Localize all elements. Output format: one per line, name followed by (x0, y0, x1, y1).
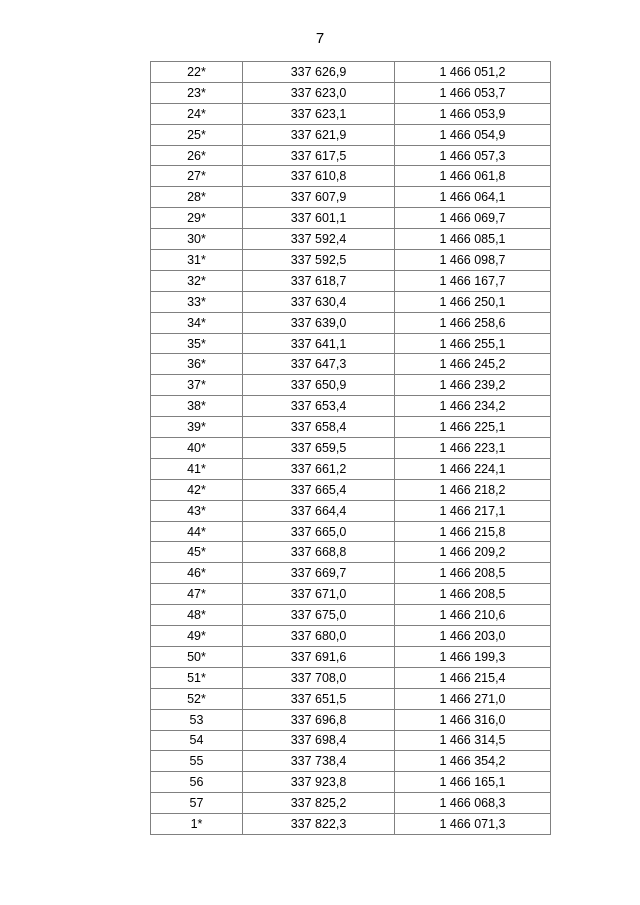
table-row (151, 542, 551, 563)
point-number-cell: 41* (151, 458, 243, 479)
point-number-cell: 31* (151, 250, 243, 271)
table-row (151, 458, 551, 479)
y-coordinate-cell: 1 466 071,3 (395, 814, 551, 835)
x-coordinate-cell: 337 617,5 (243, 145, 395, 166)
point-number-cell: 34* (151, 312, 243, 333)
table-row (151, 250, 551, 271)
point-number-cell: 32* (151, 270, 243, 291)
y-coordinate-cell: 1 466 250,1 (395, 291, 551, 312)
point-number-cell: 28* (151, 187, 243, 208)
point-number-cell: 40* (151, 438, 243, 459)
x-coordinate-cell: 337 592,5 (243, 250, 395, 271)
x-coordinate-cell: 337 659,5 (243, 438, 395, 459)
y-coordinate-cell: 1 466 167,7 (395, 270, 551, 291)
y-coordinate-cell: 1 466 208,5 (395, 563, 551, 584)
table-row (151, 500, 551, 521)
point-number-cell: 1* (151, 814, 243, 835)
y-coordinate-cell: 1 466 225,1 (395, 417, 551, 438)
table-row (151, 354, 551, 375)
table-row (151, 709, 551, 730)
point-number-cell: 33* (151, 291, 243, 312)
x-coordinate-cell: 337 641,1 (243, 333, 395, 354)
y-coordinate-cell: 1 466 271,0 (395, 688, 551, 709)
point-number-cell: 23* (151, 82, 243, 103)
y-coordinate-cell: 1 466 165,1 (395, 772, 551, 793)
point-number-cell: 29* (151, 208, 243, 229)
x-coordinate-cell: 337 738,4 (243, 751, 395, 772)
y-coordinate-cell: 1 466 085,1 (395, 229, 551, 250)
x-coordinate-cell: 337 665,0 (243, 521, 395, 542)
x-coordinate-cell: 337 651,5 (243, 688, 395, 709)
point-number-cell: 48* (151, 605, 243, 626)
table-row (151, 793, 551, 814)
x-coordinate-cell: 337 669,7 (243, 563, 395, 584)
x-coordinate-cell: 337 708,0 (243, 667, 395, 688)
x-coordinate-cell: 337 822,3 (243, 814, 395, 835)
y-coordinate-cell: 1 466 203,0 (395, 626, 551, 647)
y-coordinate-cell: 1 466 354,2 (395, 751, 551, 772)
table-row (151, 751, 551, 772)
y-coordinate-cell: 1 466 223,1 (395, 438, 551, 459)
point-number-cell: 55 (151, 751, 243, 772)
table-row (151, 62, 551, 83)
y-coordinate-cell: 1 466 064,1 (395, 187, 551, 208)
y-coordinate-cell: 1 466 255,1 (395, 333, 551, 354)
y-coordinate-cell: 1 466 316,0 (395, 709, 551, 730)
y-coordinate-cell: 1 466 215,8 (395, 521, 551, 542)
x-coordinate-cell: 337 647,3 (243, 354, 395, 375)
table-row (151, 375, 551, 396)
x-coordinate-cell: 337 610,8 (243, 166, 395, 187)
y-coordinate-cell: 1 466 314,5 (395, 730, 551, 751)
x-coordinate-cell: 337 618,7 (243, 270, 395, 291)
y-coordinate-cell: 1 466 217,1 (395, 500, 551, 521)
x-coordinate-cell: 337 639,0 (243, 312, 395, 333)
y-coordinate-cell: 1 466 068,3 (395, 793, 551, 814)
y-coordinate-cell: 1 466 061,8 (395, 166, 551, 187)
point-number-cell: 54 (151, 730, 243, 751)
point-number-cell: 53 (151, 709, 243, 730)
table-row (151, 312, 551, 333)
x-coordinate-cell: 337 630,4 (243, 291, 395, 312)
x-coordinate-cell: 337 623,0 (243, 82, 395, 103)
y-coordinate-cell: 1 466 069,7 (395, 208, 551, 229)
point-number-cell: 56 (151, 772, 243, 793)
point-number-cell: 38* (151, 396, 243, 417)
y-coordinate-cell: 1 466 245,2 (395, 354, 551, 375)
table-row (151, 479, 551, 500)
point-number-cell: 22* (151, 62, 243, 83)
table-row (151, 772, 551, 793)
y-coordinate-cell: 1 466 215,4 (395, 667, 551, 688)
point-number-cell: 37* (151, 375, 243, 396)
table-row (151, 688, 551, 709)
table-row (151, 730, 551, 751)
table-row (151, 82, 551, 103)
table-row (151, 584, 551, 605)
table-row (151, 646, 551, 667)
y-coordinate-cell: 1 466 209,2 (395, 542, 551, 563)
y-coordinate-cell: 1 466 053,7 (395, 82, 551, 103)
coordinates-table-body (151, 62, 551, 835)
table-row (151, 438, 551, 459)
point-number-cell: 27* (151, 166, 243, 187)
table-row (151, 626, 551, 647)
table-row (151, 103, 551, 124)
table-row (151, 814, 551, 835)
y-coordinate-cell: 1 466 053,9 (395, 103, 551, 124)
x-coordinate-cell: 337 675,0 (243, 605, 395, 626)
x-coordinate-cell: 337 661,2 (243, 458, 395, 479)
x-coordinate-cell: 337 665,4 (243, 479, 395, 500)
table-row (151, 563, 551, 584)
point-number-cell: 51* (151, 667, 243, 688)
point-number-cell: 39* (151, 417, 243, 438)
point-number-cell: 50* (151, 646, 243, 667)
point-number-cell: 44* (151, 521, 243, 542)
table-row (151, 396, 551, 417)
point-number-cell: 24* (151, 103, 243, 124)
x-coordinate-cell: 337 923,8 (243, 772, 395, 793)
x-coordinate-cell: 337 680,0 (243, 626, 395, 647)
x-coordinate-cell: 337 607,9 (243, 187, 395, 208)
table-row (151, 605, 551, 626)
x-coordinate-cell: 337 601,1 (243, 208, 395, 229)
x-coordinate-cell: 337 658,4 (243, 417, 395, 438)
point-number-cell: 36* (151, 354, 243, 375)
point-number-cell: 26* (151, 145, 243, 166)
table-row (151, 145, 551, 166)
y-coordinate-cell: 1 466 258,6 (395, 312, 551, 333)
point-number-cell: 52* (151, 688, 243, 709)
x-coordinate-cell: 337 825,2 (243, 793, 395, 814)
y-coordinate-cell: 1 466 054,9 (395, 124, 551, 145)
x-coordinate-cell: 337 664,4 (243, 500, 395, 521)
y-coordinate-cell: 1 466 208,5 (395, 584, 551, 605)
x-coordinate-cell: 337 653,4 (243, 396, 395, 417)
point-number-cell: 45* (151, 542, 243, 563)
x-coordinate-cell: 337 592,4 (243, 229, 395, 250)
x-coordinate-cell: 337 626,9 (243, 62, 395, 83)
y-coordinate-cell: 1 466 224,1 (395, 458, 551, 479)
x-coordinate-cell: 337 671,0 (243, 584, 395, 605)
point-number-cell: 57 (151, 793, 243, 814)
x-coordinate-cell: 337 650,9 (243, 375, 395, 396)
table-row (151, 417, 551, 438)
x-coordinate-cell: 337 691,6 (243, 646, 395, 667)
point-number-cell: 43* (151, 500, 243, 521)
y-coordinate-cell: 1 466 210,6 (395, 605, 551, 626)
table-row (151, 291, 551, 312)
coordinates-table (150, 61, 551, 835)
y-coordinate-cell: 1 466 057,3 (395, 145, 551, 166)
table-row (151, 124, 551, 145)
x-coordinate-cell: 337 698,4 (243, 730, 395, 751)
table-row (151, 333, 551, 354)
y-coordinate-cell: 1 466 098,7 (395, 250, 551, 271)
x-coordinate-cell: 337 696,8 (243, 709, 395, 730)
point-number-cell: 46* (151, 563, 243, 584)
table-row (151, 270, 551, 291)
point-number-cell: 25* (151, 124, 243, 145)
x-coordinate-cell: 337 623,1 (243, 103, 395, 124)
y-coordinate-cell: 1 466 199,3 (395, 646, 551, 667)
point-number-cell: 47* (151, 584, 243, 605)
point-number-cell: 30* (151, 229, 243, 250)
y-coordinate-cell: 1 466 239,2 (395, 375, 551, 396)
table-row (151, 187, 551, 208)
table-row (151, 521, 551, 542)
table-row (151, 667, 551, 688)
y-coordinate-cell: 1 466 051,2 (395, 62, 551, 83)
page-number: 7 (315, 30, 325, 47)
x-coordinate-cell: 337 621,9 (243, 124, 395, 145)
point-number-cell: 35* (151, 333, 243, 354)
y-coordinate-cell: 1 466 218,2 (395, 479, 551, 500)
x-coordinate-cell: 337 668,8 (243, 542, 395, 563)
table-row (151, 208, 551, 229)
table-row (151, 229, 551, 250)
table-row (151, 166, 551, 187)
y-coordinate-cell: 1 466 234,2 (395, 396, 551, 417)
point-number-cell: 42* (151, 479, 243, 500)
point-number-cell: 49* (151, 626, 243, 647)
